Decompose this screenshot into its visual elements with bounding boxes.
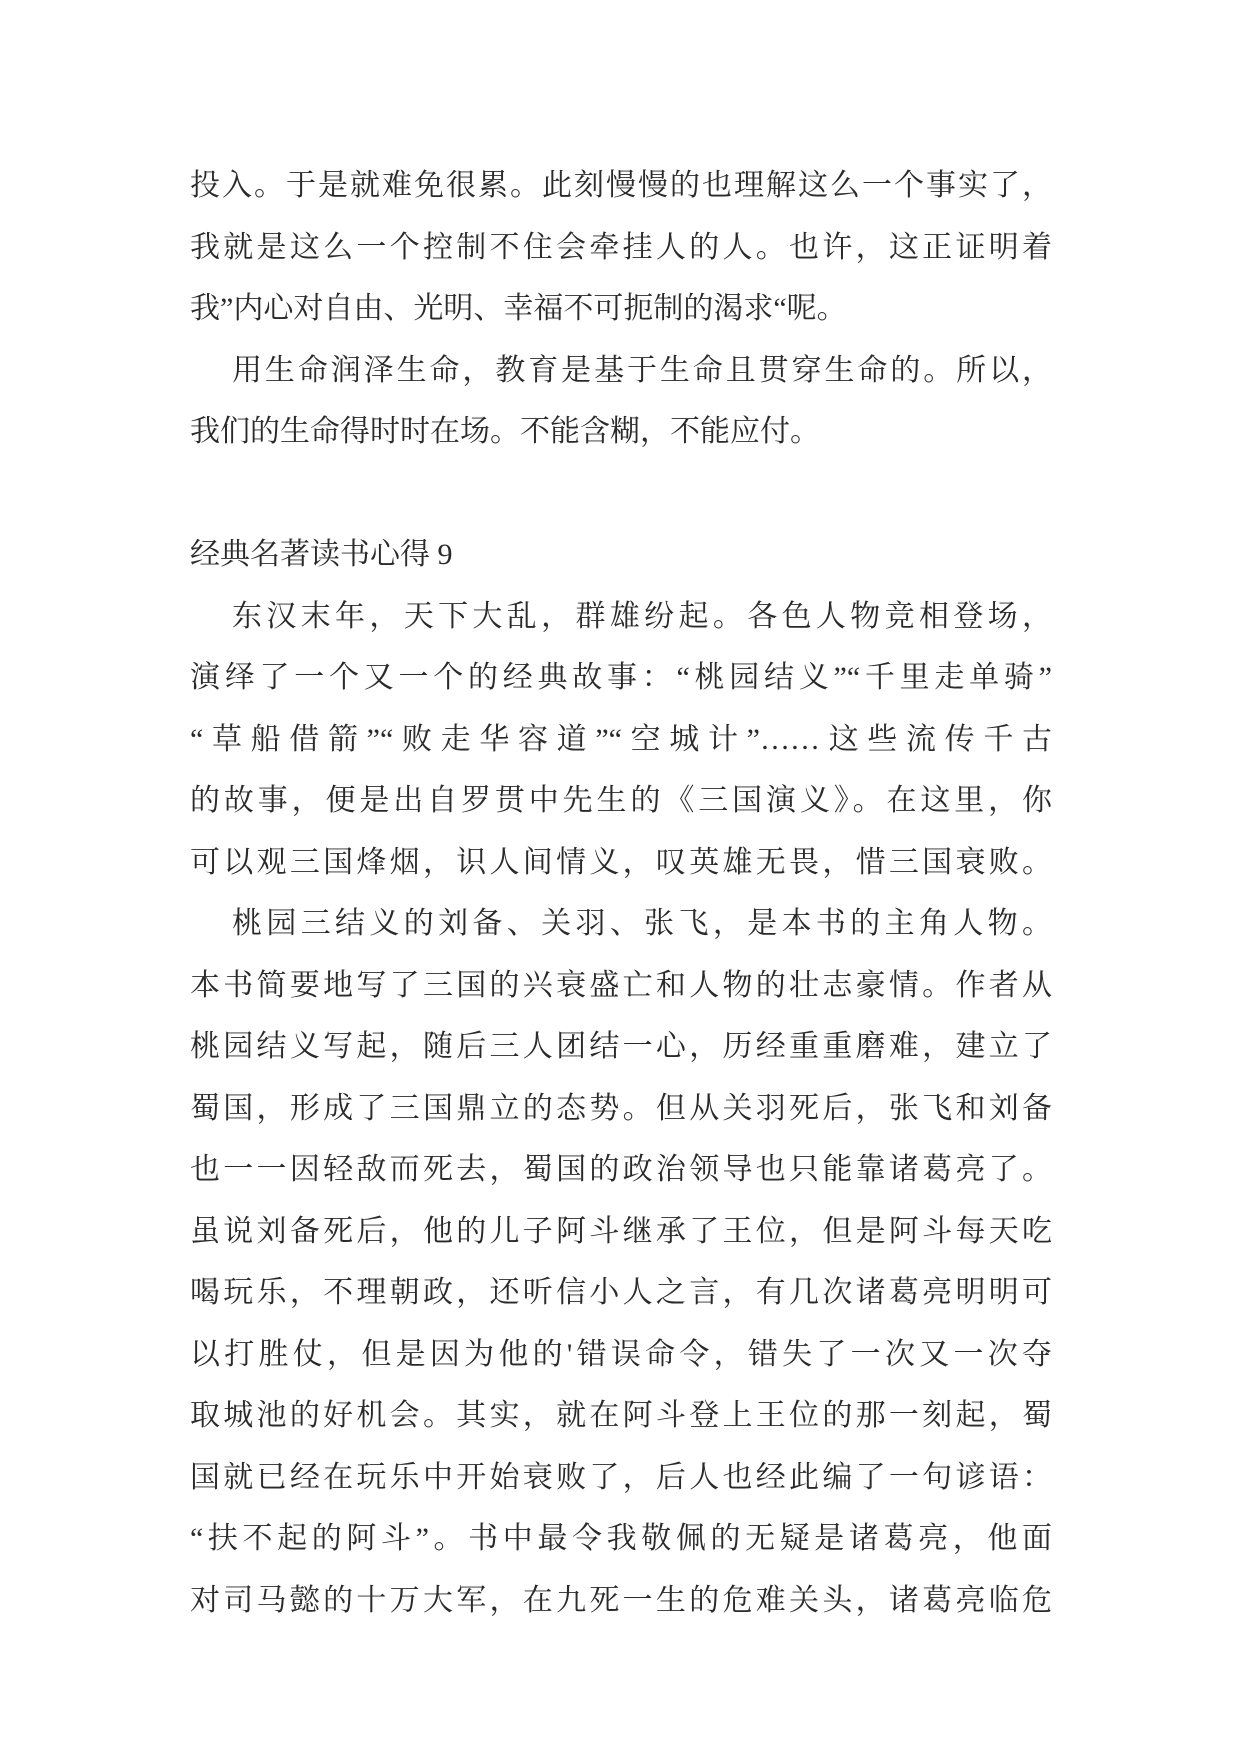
text-line: 的故事，便是出自罗贯中先生的《三国演义》。在这里，你 xyxy=(190,784,1052,817)
text-line: 演绎了一个又一个的经典故事：“桃园结义”“千里走单骑” xyxy=(190,661,1052,694)
text-line: 对司马懿的十万大军，在九死一生的危难关头，诸葛亮临危 xyxy=(190,1583,1052,1617)
text-line: 也一一因轻敌而死去，蜀国的政治领导也只能靠诸葛亮了。 xyxy=(190,1153,1052,1186)
text-line: 桃园三结义的刘备、关羽、张飞，是本书的主角人物。 xyxy=(232,907,1052,940)
text-line: 用生命润泽生命，教育是基于生命且贯穿生命的。所以， xyxy=(232,353,1052,387)
paragraph xyxy=(190,155,1052,340)
text-line: 可以观三国烽烟，识人间情义，叹英雄无畏，惜三国衰败。 xyxy=(190,845,1052,879)
text-line: 喝玩乐，不理朝政，还听信小人之言，有几次诸葛亮明明可 xyxy=(190,1276,1052,1309)
text-line: 桃园结义写起，随后三人团结一心，历经重重磨难，建立了 xyxy=(190,1030,1052,1063)
text-line: 投入。于是就难免很累。此刻慢慢的也理解这么一个事实了， xyxy=(190,169,1052,202)
section-title: 经典名著读书心得 9 xyxy=(190,538,453,571)
text-line: 以打胜仗，但是因为他的'错误命令，错失了一次又一次夺 xyxy=(190,1337,1052,1371)
text-line: 取城池的好机会。其实，就在阿斗登上王位的那一刻起，蜀 xyxy=(190,1399,1052,1432)
text-line: 东汉末年，天下大乱，群雄纷起。各色人物竞相登场， xyxy=(232,599,1052,633)
text-line: 蜀国，形成了三国鼎立的态势。但从关羽死后，张飞和刘备 xyxy=(190,1091,1052,1125)
text-line: 国就已经在玩乐中开始衰败了，后人也经此编了一句谚语： xyxy=(190,1460,1052,1494)
paragraph xyxy=(190,340,1052,463)
text-line: “扶不起的阿斗”。书中最令我敬佩的无疑是诸葛亮，他面 xyxy=(190,1522,1052,1555)
paragraph xyxy=(190,586,1052,894)
paragraph xyxy=(190,893,1052,1631)
text-line: 本书简要地写了三国的兴衰盛亡和人物的壮志豪情。作者从 xyxy=(190,968,1052,1002)
text-line: 我”内心对自由、光明、幸福不可扼制的渴求“呢。 xyxy=(190,292,847,325)
blank-line xyxy=(190,463,1052,525)
text-line: 虽说刘备死后，他的儿子阿斗继承了王位，但是阿斗每天吃 xyxy=(190,1214,1052,1248)
text-line: 我就是这么一个控制不住会牵挂人的人。也许，这正证明着 xyxy=(190,230,1052,264)
text-line: 我们的生命得时时在场。不能含糊，不能应付。 xyxy=(190,415,820,448)
text-line: “草船借箭”“败走华容道”“空城计”……这些流传千古 xyxy=(190,722,1052,756)
document-body xyxy=(190,155,1052,1631)
